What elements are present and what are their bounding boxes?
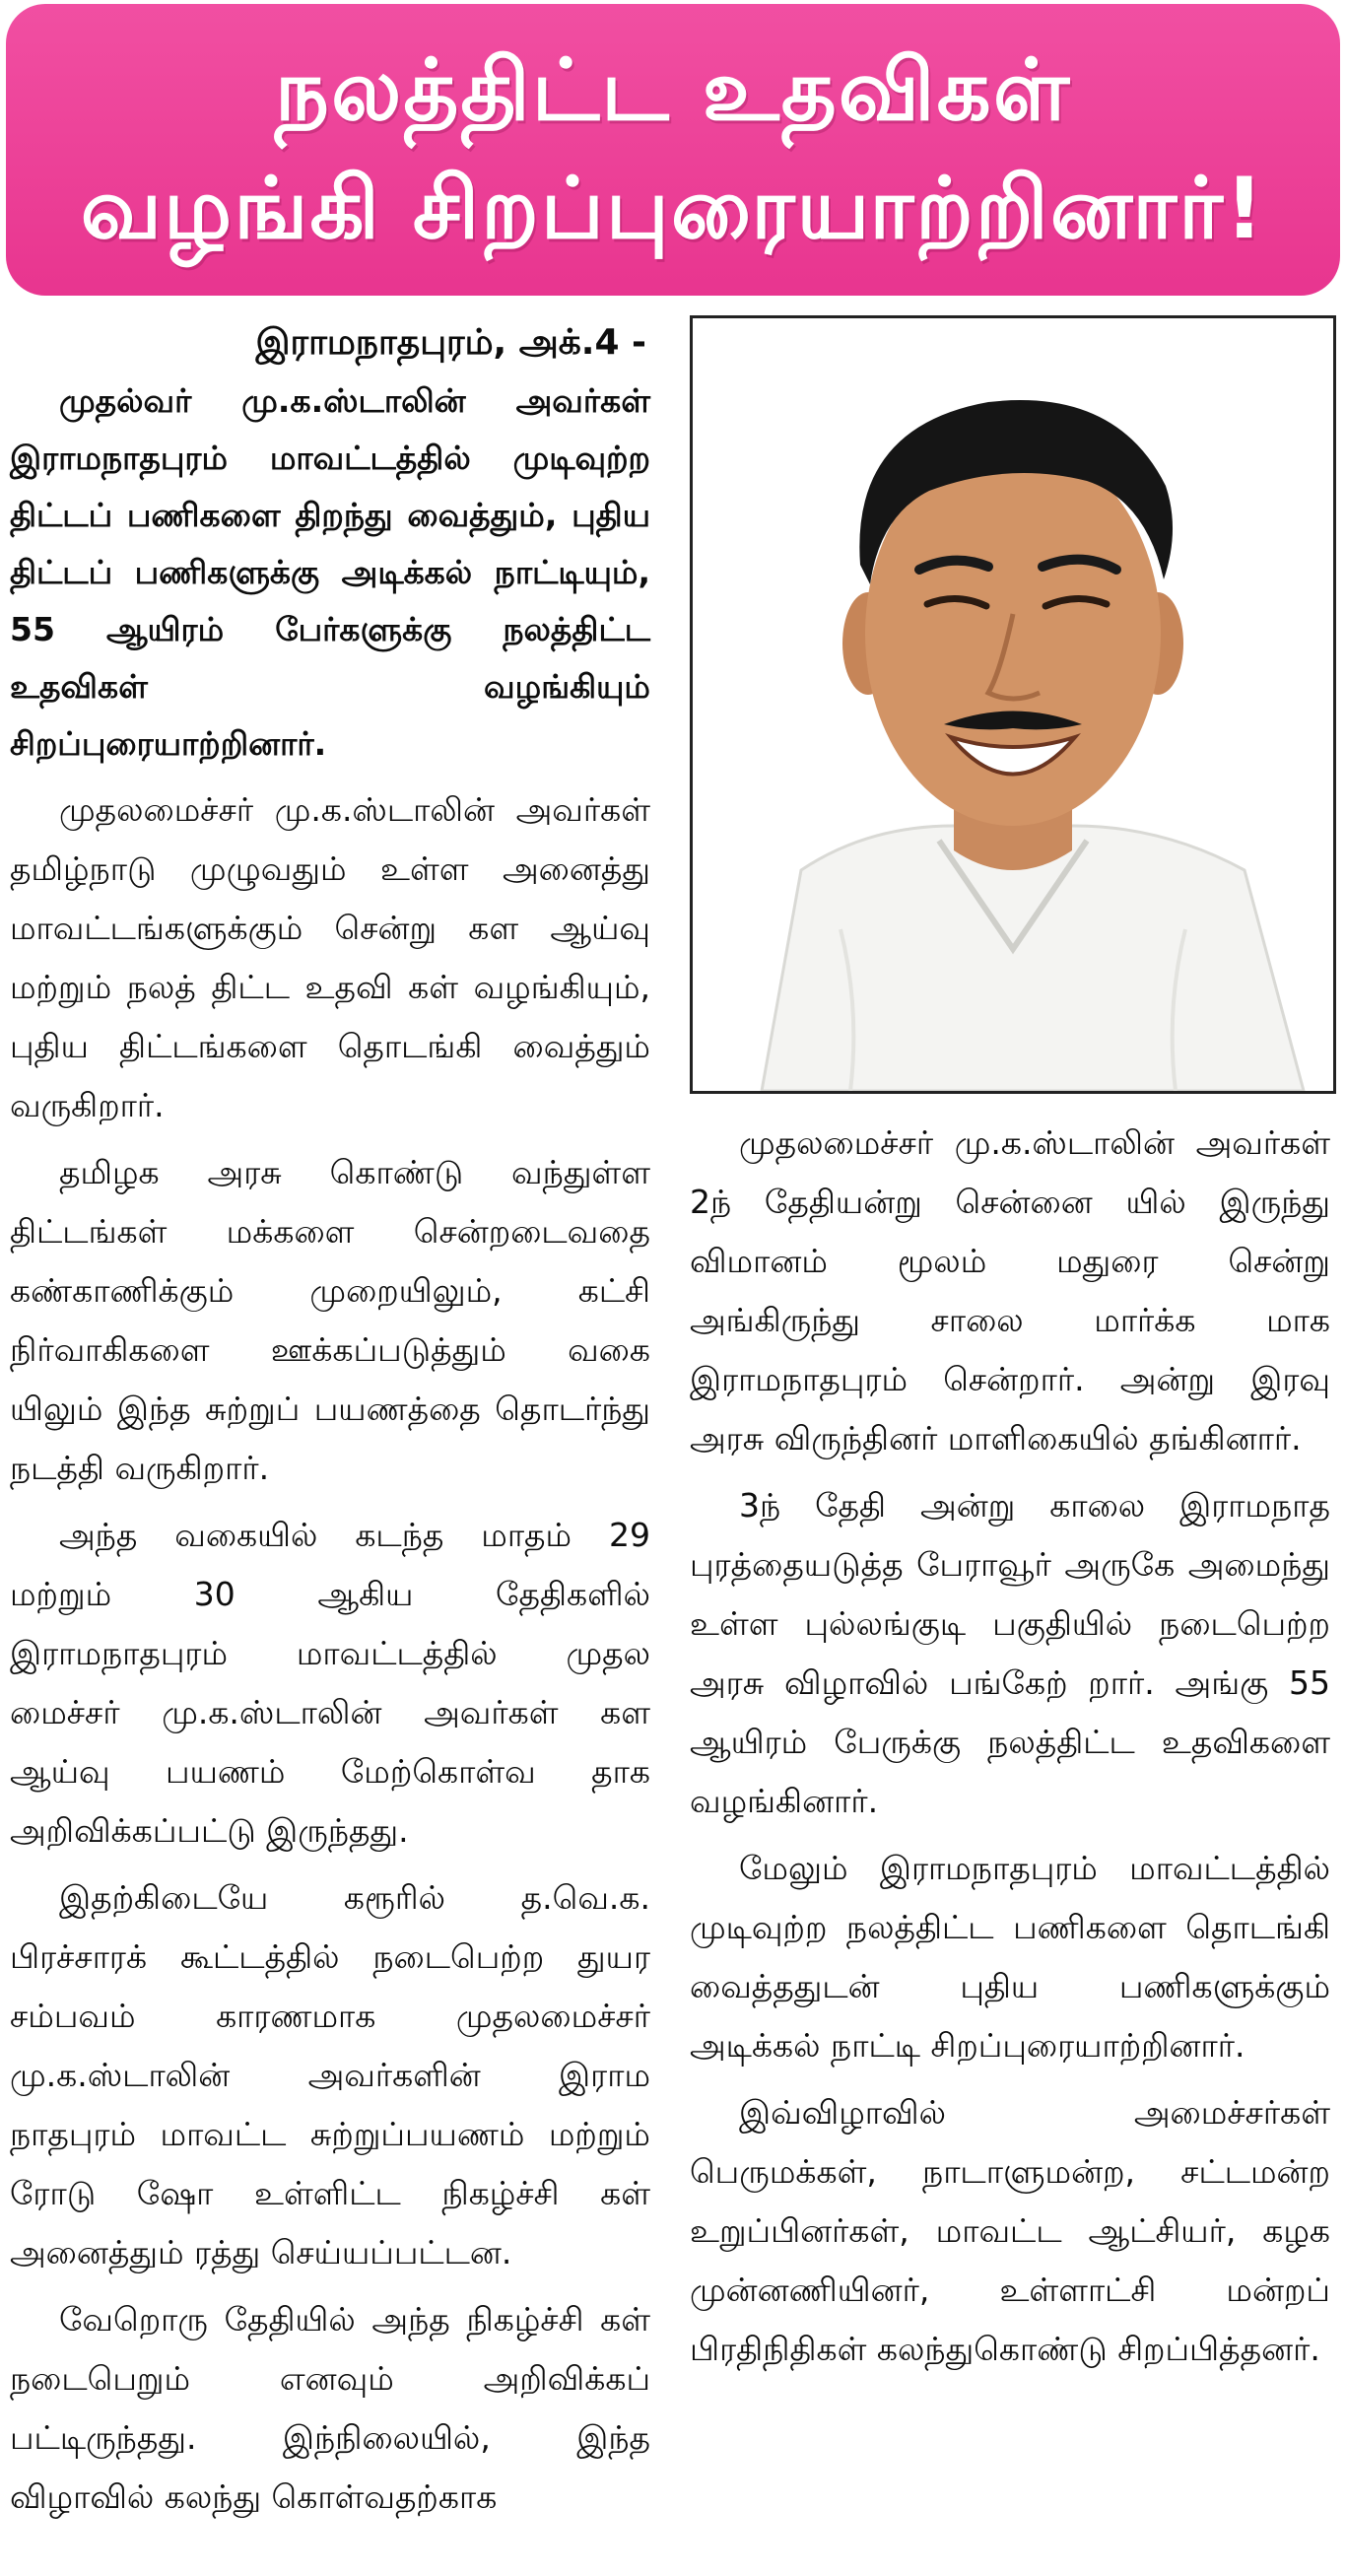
headline-banner bbox=[6, 4, 1340, 296]
body-paragraph: வேறொரு தேதியில் அந்த நிகழ்ச்சி கள் நடைபெறும் எனவும் அறிவிக்கப் பட்டிருந்தது. இந்நிலையில், இந்த விழாவில் கலந்து கொள்வதற்காக bbox=[10, 2300, 650, 2516]
headline-line-1: நலத்திட்ட உதவிகள் bbox=[274, 41, 1072, 140]
body-paragraph: 3ந் தேதி அன்று காலை இராமநாத புரத்தையடுத்த பேராவூர் அருகே அமைந்து உள்ள புல்லங்குடி பகுதியில் நடைபெற்ற அரசு விழாவில் பங்கேற் றார். அங்கு 55 ஆயிரம் பேருக்கு நலத்திட்ட உதவிகளை வழங்கினார். bbox=[690, 1486, 1330, 1820]
body-paragraph: மேலும் இராமநாதபுரம் மாவட்டத்தில் முடிவுற்ற நலத்திட்ட பணிகளை தொடங்கி வைத்ததுடன் புதிய பணிகளுக்கும் அடிக்கல் நாட்டி சிறப்புரையாற்றினார். bbox=[690, 1849, 1330, 2065]
article-column-right bbox=[690, 1114, 1330, 2387]
body-paragraph: அந்த வகையில் கடந்த மாதம் 29 மற்றும் 30 ஆகிய தேதிகளில் இராமநாதபுரம் மாவட்டத்தில் முதல மைச்சர் மு.க.ஸ்டாலின் அவர்கள் கள ஆய்வு பயணம் மேற்கொள்வ தாக அறிவிக்கப்பட்டு இருந்தது. bbox=[10, 1516, 650, 1850]
portrait-photo bbox=[690, 315, 1336, 1094]
body-paragraph: தமிழக அரசு கொண்டு வந்துள்ள திட்டங்கள் மக்களை சென்றடைவதை கண்காணிக்கும் முறையிலும், கட்சி நிர்வாகிகளை ஊக்கப்படுத்தும் வகை யிலும் இந்த சுற்றுப் பயணத்தை தொடர்ந்து நடத்தி வருகிறார். bbox=[10, 1153, 650, 1487]
article-column-left bbox=[10, 313, 650, 2535]
headline-line-2: வழங்கி சிறப்புரையாற்றினார்! bbox=[80, 160, 1266, 258]
body-paragraph: இவ்விழாவில் அமைச்சர்கள் பெருமக்கள், நாடாளுமன்ற, சட்டமன்ற உறுப்பினர்கள், மாவட்ட ஆட்சியர், கழக முன்னணியினர், உள்ளாட்சி மன்றப் பிரதிநிதிகள் கலந்துகொண்டு சிறப்பித்தனர். bbox=[690, 2093, 1330, 2368]
body-paragraph: முதலமைச்சர் மு.க.ஸ்டாலின் அவர்கள் 2ந் தேதியன்று சென்னை யில் இருந்து விமானம் மூலம் மதுரை சென்று அங்கிருந்து சாலை மார்க்க மாக இராமநாதபுரம் சென்றார். அன்று இரவு அரசு விருந்தினர் மாளிகையில் தங்கினார். bbox=[690, 1123, 1330, 1457]
body-paragraph: இதற்கிடையே கரூரில் த.வெ.க. பிரச்சாரக் கூட்டத்தில் நடைபெற்ற துயர சம்பவம் காரணமாக முதலமைச்சர் மு.க.ஸ்டாலின் அவர்களின் இராம நாதபுரம் மாவட்ட சுற்றுப்பயணம் மற்றும் ரோடு ஷோ உள்ளிட்ட நிகழ்ச்சி கள் அனைத்தும் ரத்து செய்யப்பட்டன. bbox=[10, 1878, 650, 2271]
body-paragraph: முதலமைச்சர் மு.க.ஸ்டாலின் அவர்கள் தமிழ்நாடு முழுவதும் உள்ள அனைத்து மாவட்டங்களுக்கும் சென்று கள ஆய்வு மற்றும் நலத் திட்ட உதவி கள் வழங்கியும், புதிய திட்டங்களை தொடங்கி வைத்தும் வருகிறார். bbox=[10, 790, 650, 1124]
portrait-illustration bbox=[693, 318, 1333, 1091]
lead-paragraph: முதல்வர் மு.க.ஸ்டாலின் அவர்கள் இராமநாதபுரம் மாவட்டத்தில் முடிவுற்ற திட்டப் பணிகளை திறந்து வைத்தும், புதிய திட்டப் பணிகளுக்கு அடிக்கல் நாட்டியும், 55 ஆயிரம் பேர்களுக்கு நலத்திட்ட உதவிகள் வழங்கியும் சிறப்புரையாற்றினார். bbox=[10, 381, 650, 763]
dateline: இராமநாதபுரம், அக்.4 - bbox=[255, 322, 646, 363]
